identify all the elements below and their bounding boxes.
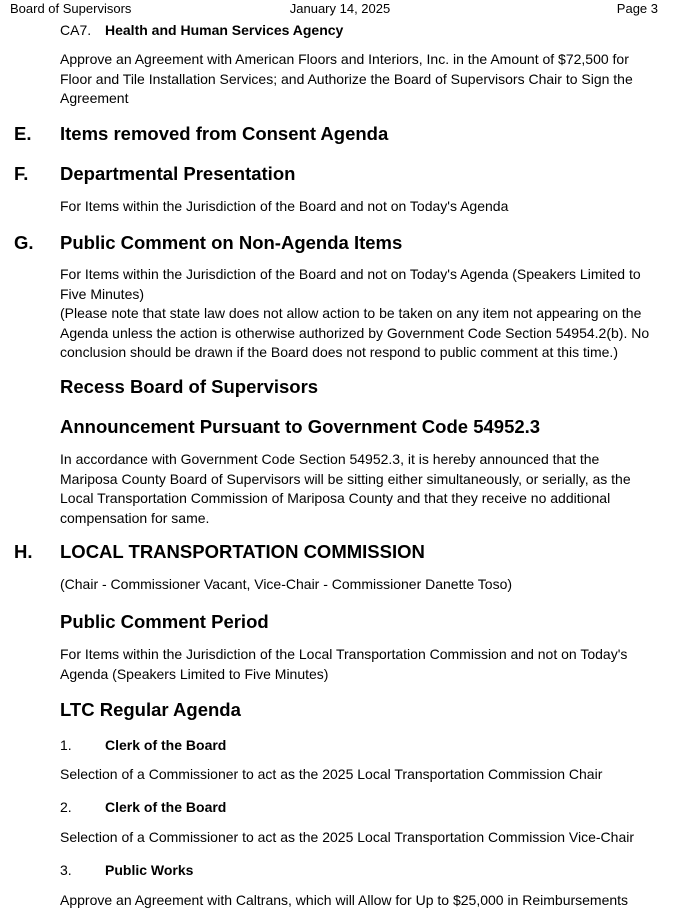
ltc-item-number: 1. bbox=[60, 737, 72, 753]
announcement-title: Announcement Pursuant to Government Code 54952.3 bbox=[60, 416, 541, 437]
public-comment-description bbox=[60, 645, 660, 684]
ltc-item-description bbox=[60, 891, 660, 911]
header-page-number: Page 3 bbox=[616, 1, 658, 16]
announcement-description bbox=[60, 450, 660, 528]
announcement-line: Local Transportation Commission of Mariposa County and that they receive no additional bbox=[60, 490, 611, 506]
section-h-letter: H. bbox=[14, 541, 33, 562]
public-comment-line: Agenda (Speakers Limited to Five Minutes) bbox=[60, 665, 329, 682]
ltc-item-department: Clerk of the Board bbox=[105, 737, 227, 753]
section-g-line: conclusion should be drawn if the Board does not respond to public comment at this time.) bbox=[60, 344, 618, 360]
ltc-item-department: Clerk of the Board bbox=[105, 799, 227, 815]
section-f-title: Departmental Presentation bbox=[60, 163, 296, 184]
ltc-item-line: Selection of a Commissioner to act as the 2025 Local Transportation Commission Chair bbox=[60, 766, 603, 782]
section-g-description bbox=[60, 265, 660, 363]
announcement-line: compensation for same. bbox=[60, 509, 210, 526]
section-f-description bbox=[60, 197, 660, 217]
section-g-letter: G. bbox=[14, 232, 34, 253]
ltc-item-line: Approve an Agreement with Caltrans, which will Allow for Up to $25,000 in Reimbursements bbox=[60, 892, 629, 908]
header-date: January 14, 2025 bbox=[289, 1, 391, 16]
ltc-item-line: Selection of a Commissioner to act as the 2025 Local Transportation Commission Vice-Chair bbox=[60, 829, 635, 845]
ca7-number: CA7. bbox=[60, 22, 92, 38]
ltc-regular-title: LTC Regular Agenda bbox=[60, 699, 241, 720]
section-f-letter: F. bbox=[14, 163, 29, 184]
announcement-line: Mariposa County Board of Supervisors will be sitting either simultaneously, or serially, as the bbox=[60, 470, 631, 487]
section-f-line: For Items within the Jurisdiction of the Board and not on Today's Agenda bbox=[60, 198, 509, 214]
ca7-description bbox=[60, 50, 660, 109]
recess-title: Recess Board of Supervisors bbox=[60, 376, 319, 397]
section-h-description bbox=[60, 575, 660, 595]
ca7-line: Floor and Tile Installation Services; and Authorize the Board of Supervisors Chair to Sign the bbox=[60, 70, 633, 87]
ltc-item-number: 3. bbox=[60, 862, 72, 878]
announcement-line: In accordance with Government Code Section 54952.3, it is hereby announced that the bbox=[60, 451, 600, 467]
ltc-item-description bbox=[60, 828, 660, 848]
ltc-item-number: 2. bbox=[60, 799, 72, 815]
public-comment-title: Public Comment Period bbox=[60, 611, 269, 632]
section-g-title: Public Comment on Non-Agenda Items bbox=[60, 232, 403, 253]
section-e-letter: E. bbox=[14, 123, 32, 144]
section-g-line: (Please note that state law does not allow action to be taken on any item not appearing on the bbox=[60, 305, 642, 321]
section-g-line: For Items within the Jurisdiction of the Board and not on Today's Agenda (Speakers Limited to bbox=[60, 266, 641, 282]
ca7-department: Health and Human Services Agency bbox=[105, 22, 344, 38]
header-board-name: Board of Supervisors bbox=[10, 1, 132, 16]
section-g-line: Agenda unless the action is otherwise authorized by Government Code Section 54954.2(b). No bbox=[60, 324, 650, 341]
section-e-title: Items removed from Consent Agenda bbox=[60, 123, 389, 144]
ltc-item-department: Public Works bbox=[105, 862, 194, 878]
section-h-title: LOCAL TRANSPORTATION COMMISSION bbox=[60, 541, 425, 562]
ltc-item-description bbox=[60, 765, 660, 785]
section-g-line: Five Minutes) bbox=[60, 285, 145, 302]
section-h-line: (Chair - Commissioner Vacant, Vice-Chair - Commissioner Danette Toso) bbox=[60, 576, 513, 592]
ca7-line: Approve an Agreement with American Floors and Interiors, Inc. in the Amount of $72,500 for bbox=[60, 51, 629, 67]
public-comment-line: For Items within the Jurisdiction of the Local Transportation Commission and not on Today's bbox=[60, 646, 628, 662]
ca7-line: Agreement bbox=[60, 90, 129, 106]
